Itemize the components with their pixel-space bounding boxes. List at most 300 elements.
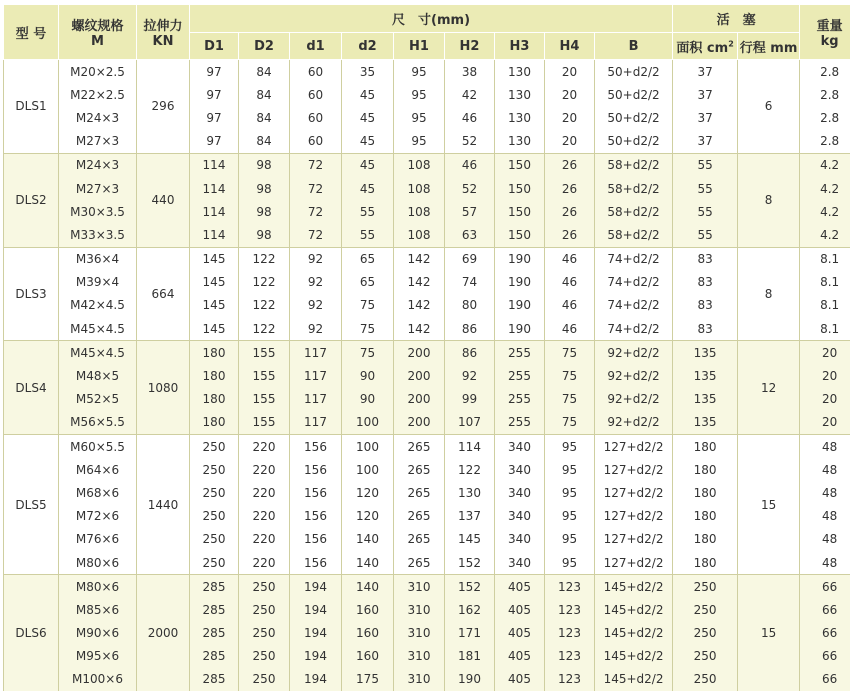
d2-cell: 140 — [342, 551, 394, 575]
D1-cell: 250 — [190, 505, 239, 528]
area-cell: 250 — [673, 668, 738, 691]
table-row — [4, 83, 850, 106]
thread-cell: M45×4.5 — [59, 341, 137, 365]
d2-cell: 75 — [342, 341, 394, 365]
d2-cell: 65 — [342, 271, 394, 294]
table-row — [4, 317, 850, 341]
table-row — [4, 622, 850, 645]
area-cell: 83 — [673, 271, 738, 294]
D1-cell: 250 — [190, 551, 239, 575]
model-group-dls6 — [4, 575, 850, 691]
table-row — [4, 130, 850, 154]
area-cell: 37 — [673, 106, 738, 129]
H2-cell: 145 — [445, 528, 495, 551]
H2-cell: 99 — [445, 388, 495, 411]
thread-cell: M48×5 — [59, 364, 137, 387]
H1-cell: 108 — [394, 153, 445, 177]
weight-cell: 2.8 — [800, 106, 850, 129]
H3-cell: 190 — [495, 317, 545, 341]
H3-cell: 340 — [495, 435, 545, 459]
D1-cell: 145 — [190, 247, 239, 271]
table-row — [4, 551, 850, 575]
d1-cell: 60 — [290, 60, 342, 84]
header-thread: 螺纹规格 M — [59, 5, 137, 60]
B-cell: 74+d2/2 — [595, 271, 673, 294]
d1-cell: 92 — [290, 271, 342, 294]
d1-cell: 194 — [290, 668, 342, 691]
d2-cell: 120 — [342, 481, 394, 504]
H1-cell: 142 — [394, 294, 445, 317]
table-row — [4, 364, 850, 387]
H4-cell: 75 — [545, 364, 595, 387]
thread-cell: M64×6 — [59, 458, 137, 481]
H4-cell: 46 — [545, 247, 595, 271]
thread-cell: M33×3.5 — [59, 223, 137, 247]
area-cell: 55 — [673, 177, 738, 200]
D1-cell: 97 — [190, 83, 239, 106]
header-H1: H1 — [394, 33, 445, 60]
H4-cell: 26 — [545, 177, 595, 200]
H4-cell: 95 — [545, 458, 595, 481]
H3-cell: 405 — [495, 598, 545, 621]
thread-cell: M100×6 — [59, 668, 137, 691]
table-row — [4, 668, 850, 691]
model-group-dls3 — [4, 247, 850, 341]
d2-cell: 45 — [342, 153, 394, 177]
D2-cell: 220 — [239, 435, 290, 459]
weight-cell: 2.8 — [800, 130, 850, 154]
weight-cell: 66 — [800, 668, 850, 691]
B-cell: 74+d2/2 — [595, 294, 673, 317]
D2-cell: 220 — [239, 505, 290, 528]
H1-cell: 200 — [394, 364, 445, 387]
H2-cell: 57 — [445, 200, 495, 223]
H2-cell: 137 — [445, 505, 495, 528]
H4-cell: 123 — [545, 645, 595, 668]
D2-cell: 122 — [239, 317, 290, 341]
area-cell: 135 — [673, 364, 738, 387]
area-cell: 180 — [673, 435, 738, 459]
weight-cell: 8.1 — [800, 247, 850, 271]
header-H4: H4 — [545, 33, 595, 60]
thread-cell: M56×5.5 — [59, 411, 137, 435]
thread-cell: M80×6 — [59, 551, 137, 575]
d2-cell: 35 — [342, 60, 394, 84]
weight-cell: 8.1 — [800, 271, 850, 294]
B-cell: 127+d2/2 — [595, 551, 673, 575]
B-cell: 50+d2/2 — [595, 83, 673, 106]
H3-cell: 130 — [495, 60, 545, 84]
H4-cell: 95 — [545, 481, 595, 504]
area-cell: 37 — [673, 83, 738, 106]
area-cell: 180 — [673, 528, 738, 551]
stroke-cell: 8 — [738, 247, 800, 341]
d1-cell: 156 — [290, 435, 342, 459]
table-row — [4, 177, 850, 200]
table-row — [4, 505, 850, 528]
H3-cell: 405 — [495, 622, 545, 645]
D1-cell: 250 — [190, 481, 239, 504]
table-row — [4, 458, 850, 481]
H1-cell: 265 — [394, 551, 445, 575]
B-cell: 145+d2/2 — [595, 622, 673, 645]
H1-cell: 108 — [394, 223, 445, 247]
model-group-dls4 — [4, 341, 850, 435]
table-row — [4, 435, 850, 459]
B-cell: 92+d2/2 — [595, 341, 673, 365]
force-cell: 664 — [137, 247, 190, 341]
area-cell: 250 — [673, 598, 738, 621]
d1-cell: 60 — [290, 83, 342, 106]
model-cell: DLS1 — [4, 60, 59, 154]
d1-cell: 117 — [290, 388, 342, 411]
header-force: 拉伸力 KN — [137, 5, 190, 60]
B-cell: 58+d2/2 — [595, 177, 673, 200]
D1-cell: 97 — [190, 106, 239, 129]
header-H3: H3 — [495, 33, 545, 60]
H3-cell: 150 — [495, 177, 545, 200]
H2-cell: 181 — [445, 645, 495, 668]
D2-cell: 122 — [239, 271, 290, 294]
d1-cell: 60 — [290, 130, 342, 154]
H4-cell: 20 — [545, 60, 595, 84]
H3-cell: 150 — [495, 153, 545, 177]
thread-cell: M22×2.5 — [59, 83, 137, 106]
B-cell: 145+d2/2 — [595, 575, 673, 599]
H1-cell: 108 — [394, 200, 445, 223]
d1-cell: 60 — [290, 106, 342, 129]
d2-cell: 55 — [342, 200, 394, 223]
area-cell: 135 — [673, 411, 738, 435]
D2-cell: 155 — [239, 364, 290, 387]
weight-cell: 4.2 — [800, 177, 850, 200]
D2-cell: 220 — [239, 528, 290, 551]
area-cell: 37 — [673, 60, 738, 84]
table-row — [4, 200, 850, 223]
area-cell: 135 — [673, 341, 738, 365]
table-row — [4, 106, 850, 129]
thread-cell: M20×2.5 — [59, 60, 137, 84]
header-d1: d1 — [290, 33, 342, 60]
D1-cell: 145 — [190, 317, 239, 341]
H3-cell: 340 — [495, 528, 545, 551]
model-group-dls5 — [4, 435, 850, 575]
model-cell: DLS4 — [4, 341, 59, 435]
table-row — [4, 411, 850, 435]
H3-cell: 405 — [495, 645, 545, 668]
H2-cell: 190 — [445, 668, 495, 691]
H4-cell: 95 — [545, 435, 595, 459]
H2-cell: 122 — [445, 458, 495, 481]
force-cell: 1080 — [137, 341, 190, 435]
D1-cell: 285 — [190, 622, 239, 645]
B-cell: 50+d2/2 — [595, 60, 673, 84]
area-cell: 250 — [673, 622, 738, 645]
D1-cell: 114 — [190, 177, 239, 200]
weight-cell: 48 — [800, 505, 850, 528]
area-cell: 55 — [673, 153, 738, 177]
H4-cell: 20 — [545, 106, 595, 129]
d2-cell: 90 — [342, 364, 394, 387]
table-row — [4, 481, 850, 504]
thread-cell: M27×3 — [59, 177, 137, 200]
H4-cell: 46 — [545, 271, 595, 294]
D2-cell: 84 — [239, 130, 290, 154]
H3-cell: 150 — [495, 223, 545, 247]
d2-cell: 55 — [342, 223, 394, 247]
table-row — [4, 247, 850, 271]
d2-cell: 160 — [342, 598, 394, 621]
thread-cell: M52×5 — [59, 388, 137, 411]
B-cell: 145+d2/2 — [595, 598, 673, 621]
H1-cell: 95 — [394, 83, 445, 106]
B-cell: 127+d2/2 — [595, 458, 673, 481]
D1-cell: 180 — [190, 364, 239, 387]
stroke-cell: 12 — [738, 341, 800, 435]
header-piston: 活 塞 — [673, 5, 800, 33]
B-cell: 92+d2/2 — [595, 411, 673, 435]
D2-cell: 220 — [239, 458, 290, 481]
table-row — [4, 645, 850, 668]
header-dimensions: 尺 寸(mm) — [190, 5, 673, 33]
H2-cell: 114 — [445, 435, 495, 459]
area-cell: 250 — [673, 575, 738, 599]
d1-cell: 72 — [290, 200, 342, 223]
D1-cell: 285 — [190, 575, 239, 599]
d2-cell: 100 — [342, 411, 394, 435]
H3-cell: 255 — [495, 388, 545, 411]
area-cell: 37 — [673, 130, 738, 154]
H1-cell: 95 — [394, 106, 445, 129]
H1-cell: 142 — [394, 271, 445, 294]
D2-cell: 155 — [239, 341, 290, 365]
area-cell: 83 — [673, 247, 738, 271]
area-cell: 250 — [673, 645, 738, 668]
stroke-cell: 15 — [738, 575, 800, 691]
thread-cell: M60×5.5 — [59, 435, 137, 459]
weight-cell: 20 — [800, 388, 850, 411]
H1-cell: 310 — [394, 575, 445, 599]
H3-cell: 340 — [495, 551, 545, 575]
D1-cell: 285 — [190, 598, 239, 621]
H3-cell: 150 — [495, 200, 545, 223]
weight-cell: 20 — [800, 411, 850, 435]
weight-cell: 66 — [800, 645, 850, 668]
B-cell: 58+d2/2 — [595, 223, 673, 247]
table-row — [4, 294, 850, 317]
weight-cell: 8.1 — [800, 317, 850, 341]
H2-cell: 42 — [445, 83, 495, 106]
d2-cell: 45 — [342, 83, 394, 106]
D2-cell: 84 — [239, 60, 290, 84]
H2-cell: 46 — [445, 106, 495, 129]
thread-cell: M85×6 — [59, 598, 137, 621]
D1-cell: 180 — [190, 388, 239, 411]
d2-cell: 100 — [342, 435, 394, 459]
B-cell: 127+d2/2 — [595, 481, 673, 504]
weight-cell: 2.8 — [800, 83, 850, 106]
H3-cell: 130 — [495, 106, 545, 129]
D1-cell: 285 — [190, 645, 239, 668]
H1-cell: 142 — [394, 247, 445, 271]
table-row — [4, 271, 850, 294]
H4-cell: 20 — [545, 130, 595, 154]
D2-cell: 98 — [239, 223, 290, 247]
thread-cell: M27×3 — [59, 130, 137, 154]
d1-cell: 194 — [290, 645, 342, 668]
D2-cell: 84 — [239, 106, 290, 129]
weight-cell: 8.1 — [800, 294, 850, 317]
weight-cell: 4.2 — [800, 153, 850, 177]
d1-cell: 156 — [290, 505, 342, 528]
weight-cell: 48 — [800, 551, 850, 575]
D2-cell: 122 — [239, 294, 290, 317]
table-row — [4, 223, 850, 247]
D2-cell: 220 — [239, 481, 290, 504]
H2-cell: 69 — [445, 247, 495, 271]
d1-cell: 156 — [290, 528, 342, 551]
H1-cell: 142 — [394, 317, 445, 341]
weight-cell: 2.8 — [800, 60, 850, 84]
D2-cell: 250 — [239, 598, 290, 621]
H2-cell: 86 — [445, 317, 495, 341]
H3-cell: 405 — [495, 575, 545, 599]
area-cell: 180 — [673, 481, 738, 504]
stroke-cell: 8 — [738, 153, 800, 247]
D1-cell: 180 — [190, 341, 239, 365]
H2-cell: 171 — [445, 622, 495, 645]
thread-cell: M45×4.5 — [59, 317, 137, 341]
B-cell: 74+d2/2 — [595, 247, 673, 271]
H2-cell: 52 — [445, 177, 495, 200]
header-area: 面积 $cm^2$ — [673, 33, 738, 60]
H3-cell: 405 — [495, 668, 545, 691]
d2-cell: 120 — [342, 505, 394, 528]
area-cell: 135 — [673, 388, 738, 411]
H2-cell: 86 — [445, 341, 495, 365]
H3-cell: 190 — [495, 271, 545, 294]
D1-cell: 114 — [190, 153, 239, 177]
H3-cell: 130 — [495, 83, 545, 106]
thread-cell: M72×6 — [59, 505, 137, 528]
model-cell: DLS2 — [4, 153, 59, 247]
thread-cell: M30×3.5 — [59, 200, 137, 223]
d2-cell: 160 — [342, 645, 394, 668]
H4-cell: 46 — [545, 317, 595, 341]
d1-cell: 156 — [290, 458, 342, 481]
stroke-cell: 15 — [738, 435, 800, 575]
H1-cell: 95 — [394, 130, 445, 154]
B-cell: 127+d2/2 — [595, 505, 673, 528]
force-cell: 2000 — [137, 575, 190, 691]
thread-cell: M76×6 — [59, 528, 137, 551]
table-row — [4, 153, 850, 177]
table-row — [4, 341, 850, 365]
H4-cell: 95 — [545, 505, 595, 528]
area-cell: 180 — [673, 551, 738, 575]
B-cell: 127+d2/2 — [595, 528, 673, 551]
area-cell: 83 — [673, 317, 738, 341]
H4-cell: 95 — [545, 551, 595, 575]
D1-cell: 145 — [190, 294, 239, 317]
D2-cell: 250 — [239, 575, 290, 599]
thread-cell: M95×6 — [59, 645, 137, 668]
H1-cell: 108 — [394, 177, 445, 200]
H3-cell: 340 — [495, 458, 545, 481]
header-weight: 重量 kg — [800, 5, 850, 60]
model-group-dls1 — [4, 60, 850, 154]
H2-cell: 107 — [445, 411, 495, 435]
table-row — [4, 575, 850, 599]
d1-cell: 72 — [290, 177, 342, 200]
d2-cell: 175 — [342, 668, 394, 691]
H3-cell: 255 — [495, 341, 545, 365]
weight-cell: 48 — [800, 458, 850, 481]
model-group-dls2 — [4, 153, 850, 247]
H2-cell: 152 — [445, 551, 495, 575]
H2-cell: 80 — [445, 294, 495, 317]
d1-cell: 156 — [290, 481, 342, 504]
d1-cell: 156 — [290, 551, 342, 575]
H1-cell: 265 — [394, 505, 445, 528]
D2-cell: 155 — [239, 388, 290, 411]
B-cell: 50+d2/2 — [595, 106, 673, 129]
H3-cell: 130 — [495, 130, 545, 154]
D1-cell: 250 — [190, 435, 239, 459]
weight-cell: 4.2 — [800, 223, 850, 247]
model-cell: DLS6 — [4, 575, 59, 691]
d1-cell: 117 — [290, 341, 342, 365]
H2-cell: 63 — [445, 223, 495, 247]
thread-cell: M42×4.5 — [59, 294, 137, 317]
D1-cell: 97 — [190, 130, 239, 154]
thread-cell: M36×4 — [59, 247, 137, 271]
H2-cell: 46 — [445, 153, 495, 177]
H1-cell: 265 — [394, 481, 445, 504]
H3-cell: 255 — [495, 364, 545, 387]
area-cell: 180 — [673, 458, 738, 481]
area-cell: 55 — [673, 223, 738, 247]
d2-cell: 160 — [342, 622, 394, 645]
table-row — [4, 60, 850, 84]
area-cell: 55 — [673, 200, 738, 223]
table-row — [4, 528, 850, 551]
spec-table — [3, 4, 850, 691]
force-cell: 296 — [137, 60, 190, 154]
H1-cell: 310 — [394, 645, 445, 668]
H1-cell: 200 — [394, 388, 445, 411]
B-cell: 92+d2/2 — [595, 364, 673, 387]
header-D1: D1 — [190, 33, 239, 60]
stroke-cell: 6 — [738, 60, 800, 154]
d1-cell: 72 — [290, 223, 342, 247]
area-cell: 180 — [673, 505, 738, 528]
d1-cell: 92 — [290, 317, 342, 341]
D2-cell: 98 — [239, 177, 290, 200]
H4-cell: 26 — [545, 153, 595, 177]
H4-cell: 123 — [545, 622, 595, 645]
D2-cell: 250 — [239, 622, 290, 645]
B-cell: 58+d2/2 — [595, 200, 673, 223]
weight-cell: 66 — [800, 622, 850, 645]
thread-cell: M24×3 — [59, 153, 137, 177]
model-cell: DLS3 — [4, 247, 59, 341]
thread-cell: M90×6 — [59, 622, 137, 645]
weight-cell: 20 — [800, 341, 850, 365]
d2-cell: 75 — [342, 317, 394, 341]
weight-cell: 66 — [800, 598, 850, 621]
model-cell: DLS5 — [4, 435, 59, 575]
